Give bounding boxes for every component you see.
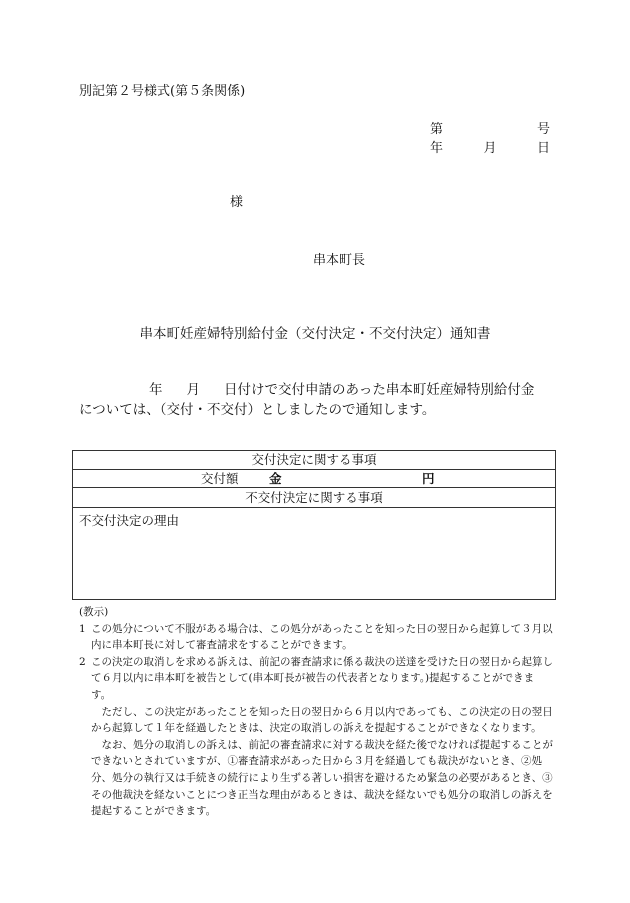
note-item-1-number: 1 <box>79 622 86 635</box>
number-dai: 第 <box>430 122 444 137</box>
note-item-2-text: この決定の取消しを求める訴えは、前記の審査請求に係る裁決の送達を受けた日の翌日から起算して６月以内に串本町を被告として(串本町長が被告の代表者となります。)提起することができます。 <box>91 655 553 701</box>
note-paragraph-proviso: ただし、この決定があったことを知った日の翌日から６月以内であっても、この決定の日の翌日から起算して１年を経過したときは、決定の取消しの訴えを提起することができなくなります。 <box>91 705 553 735</box>
kin-label: 金 <box>269 471 282 486</box>
grant-header: 交付決定に関する事項 <box>73 451 555 470</box>
date-month: 月 <box>483 141 497 156</box>
date-day: 日 <box>536 141 550 156</box>
notes-heading: (教示) <box>79 606 109 618</box>
document-title: 串本町妊産婦特別給付金（交付決定・不交付決定）通知書 <box>139 326 491 342</box>
addressee: 様 <box>230 195 244 210</box>
decision-table <box>72 450 556 600</box>
body-line-2: については、（交付・不交付）としましたので通知します。 <box>79 402 436 418</box>
body-line-1 <box>149 378 534 398</box>
note-item-2-number: 2 <box>79 655 86 668</box>
yen-label: 円 <box>422 471 435 486</box>
note-item-2 <box>79 654 554 704</box>
document-number-line <box>430 118 550 137</box>
grant-amount-row <box>73 470 555 488</box>
nongrant-header: 不交付決定に関する事項 <box>73 488 555 508</box>
instruction-notes <box>79 604 554 820</box>
issue-date-line <box>430 137 550 156</box>
note-item-1-text: この処分について不服がある場合は、この処分があったことを知った日の翌日から起算して３月以内に串本町長に対して審査請求をすることができます。 <box>91 622 553 652</box>
nongrant-reason-cell <box>73 508 555 599</box>
date-year: 年 <box>430 141 444 156</box>
number-go: 号 <box>536 122 550 137</box>
issuer: 串本町長 <box>313 253 366 268</box>
body-year: 年 <box>149 382 163 398</box>
form-id: 別記第２号様式(第５条関係) <box>79 84 246 99</box>
amount-label: 交付額 <box>201 471 239 486</box>
reason-label: 不交付決定の理由 <box>79 513 180 528</box>
body-month: 月 <box>186 382 200 398</box>
note-paragraph-exceptions: なお、処分の取消しの訴えは、前記の審査請求に対する裁決を経た後でなければ提起することができないとされていますが、①審査請求があった日から３月を経過しても裁決がないとき、②処分、処分の執行又は手続きの続行により生ずる著しい損害を避けるため緊急の必要があるとき、③その他裁決を経ないことにつき正当な理由があるときは、裁決を経ないでも処分の取消しの訴えを提起することができます。 <box>91 738 553 818</box>
body-line-1-rest: 日付けで交付申請のあった串本町妊産婦特別給付金 <box>224 382 535 398</box>
note-item-1 <box>79 621 554 654</box>
